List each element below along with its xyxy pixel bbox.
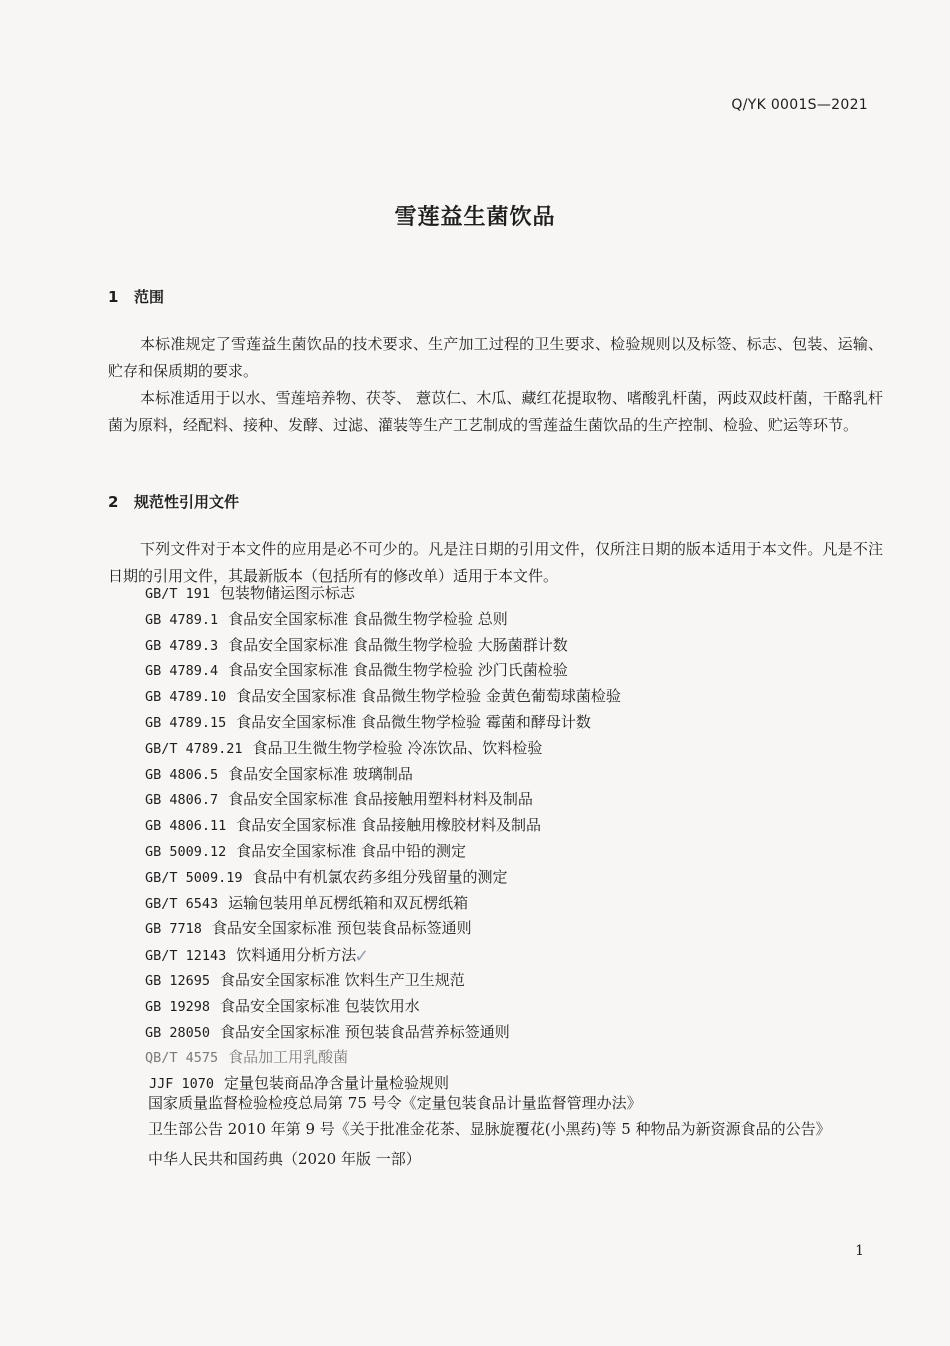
reference-item: [145, 942, 885, 968]
reference-code: GB 28050: [145, 1024, 211, 1041]
reference-item: [145, 658, 885, 684]
reference-item: [145, 581, 885, 607]
check-mark-icon: ✓: [354, 946, 370, 968]
extra-reference: 国家质量监督检验检疫总局第 75 号令《定量包装食品计量监督管理办法》: [148, 1094, 642, 1112]
reference-title: 食品安全国家标准 食品接触用塑料材料及制品: [228, 790, 533, 809]
reference-item: [145, 684, 885, 710]
reference-code: GB 19298: [145, 998, 211, 1015]
section-number: 1: [108, 288, 119, 306]
reference-item: [145, 1020, 885, 1046]
reference-list: [145, 581, 885, 1097]
reference-title: 食品安全国家标准 食品微生物学检验 沙门氏菌检验: [228, 661, 568, 680]
reference-title: 食品安全国家标准 食品接触用橡胶材料及制品: [236, 816, 542, 835]
reference-title: 食品安全国家标准 食品微生物学检验 金黄色葡萄球菌检验: [236, 687, 621, 706]
reference-item: [145, 994, 885, 1020]
section-1-heading: [108, 286, 164, 307]
reference-code: GB/T 6543: [145, 895, 219, 912]
section-2-heading: [108, 491, 239, 512]
reference-item: [145, 968, 885, 994]
reference-code: GB 4789.15: [145, 714, 227, 731]
reference-code: GB 4806.11: [145, 818, 227, 835]
reference-item: [145, 787, 885, 813]
page-number: 1: [855, 1243, 864, 1259]
reference-code: GB 12695: [145, 972, 211, 989]
section-title: 规范性引用文件: [134, 493, 240, 511]
reference-code: QB/T 4575: [145, 1050, 219, 1067]
reference-title: 食品安全国家标准 饮料生产卫生规范: [220, 970, 465, 989]
reference-code: GB/T 191: [145, 586, 211, 602]
reference-title: 饮料通用分析方法: [236, 946, 357, 965]
reference-title: 运输包装用单瓦楞纸箱和双瓦楞纸箱: [228, 893, 469, 912]
reference-title: 食品安全国家标准 食品微生物学检验 总则: [228, 609, 508, 628]
reference-code: GB 4806.7: [145, 792, 219, 809]
scope-paragraph-1: 本标准规定了雪莲益生菌饮品的技术要求、生产加工过程的卫生要求、检验规则以及标签、标志、包装、运输、贮存和保质期的要求。: [108, 335, 883, 380]
reference-item: [145, 762, 885, 788]
reference-title: 食品安全国家标准 食品微生物学检验 霉菌和酵母计数: [236, 712, 591, 731]
extra-reference: 中华人民共和国药典（2020 年版 一部）: [148, 1150, 421, 1168]
section-title: 范围: [134, 288, 165, 306]
extra-references: [108, 1090, 885, 1172]
reference-title: 食品安全国家标准 包装饮用水: [220, 996, 420, 1015]
reference-code: GB 4789.1: [145, 611, 219, 628]
reference-item: [145, 607, 885, 633]
reference-item: [145, 891, 885, 917]
section-number: 2: [108, 493, 119, 511]
reference-code: GB 7718: [145, 921, 202, 938]
reference-code: GB/T 5009.19: [145, 869, 243, 886]
reference-item: [145, 916, 885, 942]
reference-item: [145, 865, 885, 891]
scope-paragraph-2: 本标准适用于以水、雪莲培养物、茯苓、 薏苡仁、木瓜、藏红花提取物、嗜酸乳杆菌，两歧双歧杆菌，干酪乳杆菌为原料，经配料、接种、发酵、过滤、灌装等生产工艺制成的雪莲益生菌饮品的生产控制、检验、贮运等环节。: [108, 389, 883, 434]
reference-item: [145, 839, 885, 865]
reference-code: GB 5009.12: [145, 843, 227, 860]
reference-item: [145, 736, 885, 762]
reference-title: 食品安全国家标准 食品微生物学检验 大肠菌群计数: [228, 635, 568, 654]
reference-code: GB/T 12143: [145, 948, 227, 965]
extra-reference: 卫生部公告 2010 年第 9 号《关于批准金花茶、显脉旋覆花(小黑药)等 5 种物品为新资源食品的公告》: [148, 1120, 831, 1138]
references-intro: 下列文件对于本文件的应用是必不可少的。凡是注日期的引用文件，仅所注日期的版本适用于本文件。凡是不注日期的引用文件，其最新版本（包括所有的修改单）适用于本文件。: [108, 540, 883, 585]
reference-item: [145, 710, 885, 736]
reference-item: [145, 813, 885, 839]
reference-code: GB 4789.3: [145, 637, 219, 654]
document-code: Q/YK 0001S—2021: [731, 97, 868, 113]
reference-title: 食品安全国家标准 玻璃制品: [228, 764, 413, 783]
reference-title: 食品加工用乳酸菌: [228, 1048, 349, 1067]
reference-code: GB 4789.10: [145, 689, 227, 706]
reference-item: [145, 633, 885, 659]
reference-code: GB 4789.4: [145, 663, 219, 680]
reference-title: 食品安全国家标准 预包装食品标签通则: [211, 919, 472, 938]
reference-title: 包装物储运图示标志: [220, 584, 356, 602]
reference-code: JJF 1070: [149, 1076, 215, 1093]
reference-title: 食品中有机氯农药多组分残留量的测定: [252, 867, 508, 886]
reference-title: 食品卫生微生物学检验 冷冻饮品、饮料检验: [252, 738, 543, 757]
reference-code: GB/T 4789.21: [145, 740, 243, 757]
reference-item: [145, 1045, 885, 1071]
reference-code: GB 4806.5: [145, 766, 219, 783]
reference-title: 食品安全国家标准 食品中铅的测定: [236, 841, 467, 860]
document-title: 雪莲益生菌饮品: [394, 205, 556, 230]
reference-title: 定量包装商品净含量计量检验规则: [224, 1074, 450, 1093]
reference-title: 食品安全国家标准 预包装食品营养标签通则: [220, 1022, 510, 1041]
